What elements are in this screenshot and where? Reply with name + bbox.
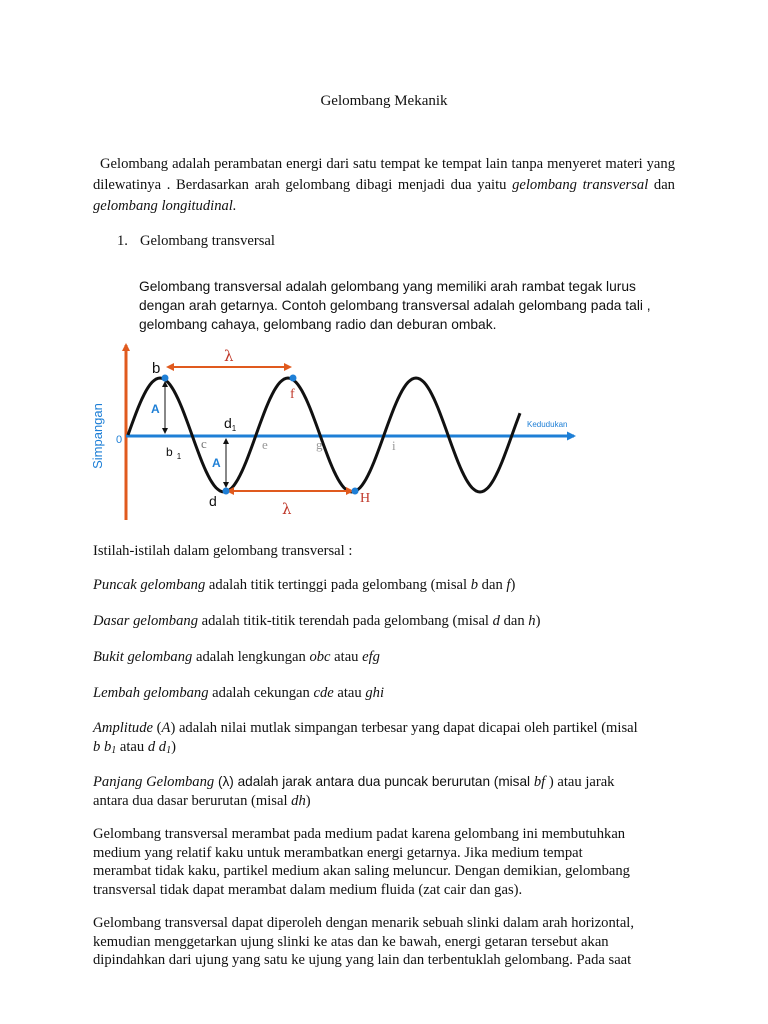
definition-paragraph (139, 277, 684, 334)
point-label-i: i (392, 438, 396, 453)
point-label-b1: b $_1$ (166, 445, 182, 461)
section-number: 1. (117, 233, 128, 249)
intro-term-1: gelombang transversal (512, 177, 649, 193)
paragraph-slinki: Gelombang transversal dapat diperoleh dengan menarik sebuah slinki dalam arah horizontal, kemudian menggetarkan ujung slinki ke atas dan ke bawah, energi getaran tersebut akan dipindahkan dari ujung yang satu ke ujung yang lain dan terbentuklah gelombang. Pada saat (93, 915, 635, 968)
section-heading (117, 233, 275, 250)
wavelength-label-top: λ (224, 347, 234, 365)
point-label-h: H (360, 491, 371, 506)
point-label-f: f (290, 387, 295, 402)
paragraph-medium: Gelombang transversal merambat pada medium padat karena gelombang ini membutuhkan medium yang relatif kaku untuk merambatkan energi getarnya. Jika medium tempat merambat tidak kaku, partikel medium akan saling meluncur. Dengan demikian, gelombang transversal tidak dapat merambat dalam medium fluida (zat cair dan gas). (93, 826, 630, 898)
page-title: Gelombang Mekanik (320, 93, 448, 109)
wavelength-label-bottom: λ (282, 500, 292, 518)
definition-line: Gelombang transversal adalah gelombang yang memiliki arah rambat tegak lurus (139, 279, 636, 294)
point-label-c: c (201, 436, 207, 451)
intro-paragraph (93, 154, 675, 217)
intro-term-2: gelombang longitudinal. (93, 198, 237, 214)
x-axis-label: Kedudukan (527, 420, 568, 429)
point-label-d: d (209, 493, 217, 509)
point-label-g: g (316, 437, 323, 452)
intro-text-1: Gelombang adalah perambatan energi dari satu tempat ke tempat lain tanpa menyeret materi yang dilewatinya . Berdasarkan arah gelombang dibagi menjadi dua yaitu (93, 156, 675, 193)
trough-point-d (223, 488, 230, 495)
term-panjang-gelombang: Panjang Gelombang (λ) adalah jarak antara dua puncak berurutan (misal bf ) atau jarak antara dua dasar berurutan (misal dh) (93, 774, 615, 809)
section-title: Gelombang transversal (140, 233, 275, 249)
point-label-b: b (152, 360, 161, 377)
point-label-d1: $d_1$ (224, 415, 237, 433)
transverse-wave-diagram (90, 336, 580, 526)
trough-point-h (352, 488, 359, 495)
origin-label: 0 (116, 434, 123, 446)
terms-intro: Istilah-istilah dalam gelombang transversal : (93, 543, 353, 559)
definition-line: dengan arah getarnya. Contoh gelombang transversal adalah gelombang pada tali , (139, 298, 651, 313)
term-bukit: Bukit gelombang adalah lengkungan obc atau efg (93, 649, 380, 665)
amplitude-label-crest: A (151, 402, 160, 416)
definition-line: gelombang cahaya, gelombang radio dan deburan ombak. (139, 317, 497, 332)
term-amplitude: Amplitude (A) adalah nilai mutlak simpangan terbesar yang dapat dicapai oleh partikel (misal b $b_1$ atau d $d_1$) (93, 720, 638, 756)
term-dasar: Dasar gelombang adalah titik-titik terendah pada gelombang (misal d dan h) (93, 613, 541, 629)
y-axis-label: Simpangan (90, 403, 105, 469)
term-lembah: Lembah gelombang adalah cekungan cde atau ghi (93, 685, 385, 701)
crest-point-b (162, 375, 169, 382)
intro-text-2: dan (648, 177, 675, 193)
term-puncak: Puncak gelombang adalah titik tertinggi pada gelombang (misal b dan f) (93, 577, 516, 593)
crest-point-f (290, 375, 297, 382)
amplitude-label-trough: A (212, 456, 221, 470)
point-label-e: e (262, 437, 268, 452)
